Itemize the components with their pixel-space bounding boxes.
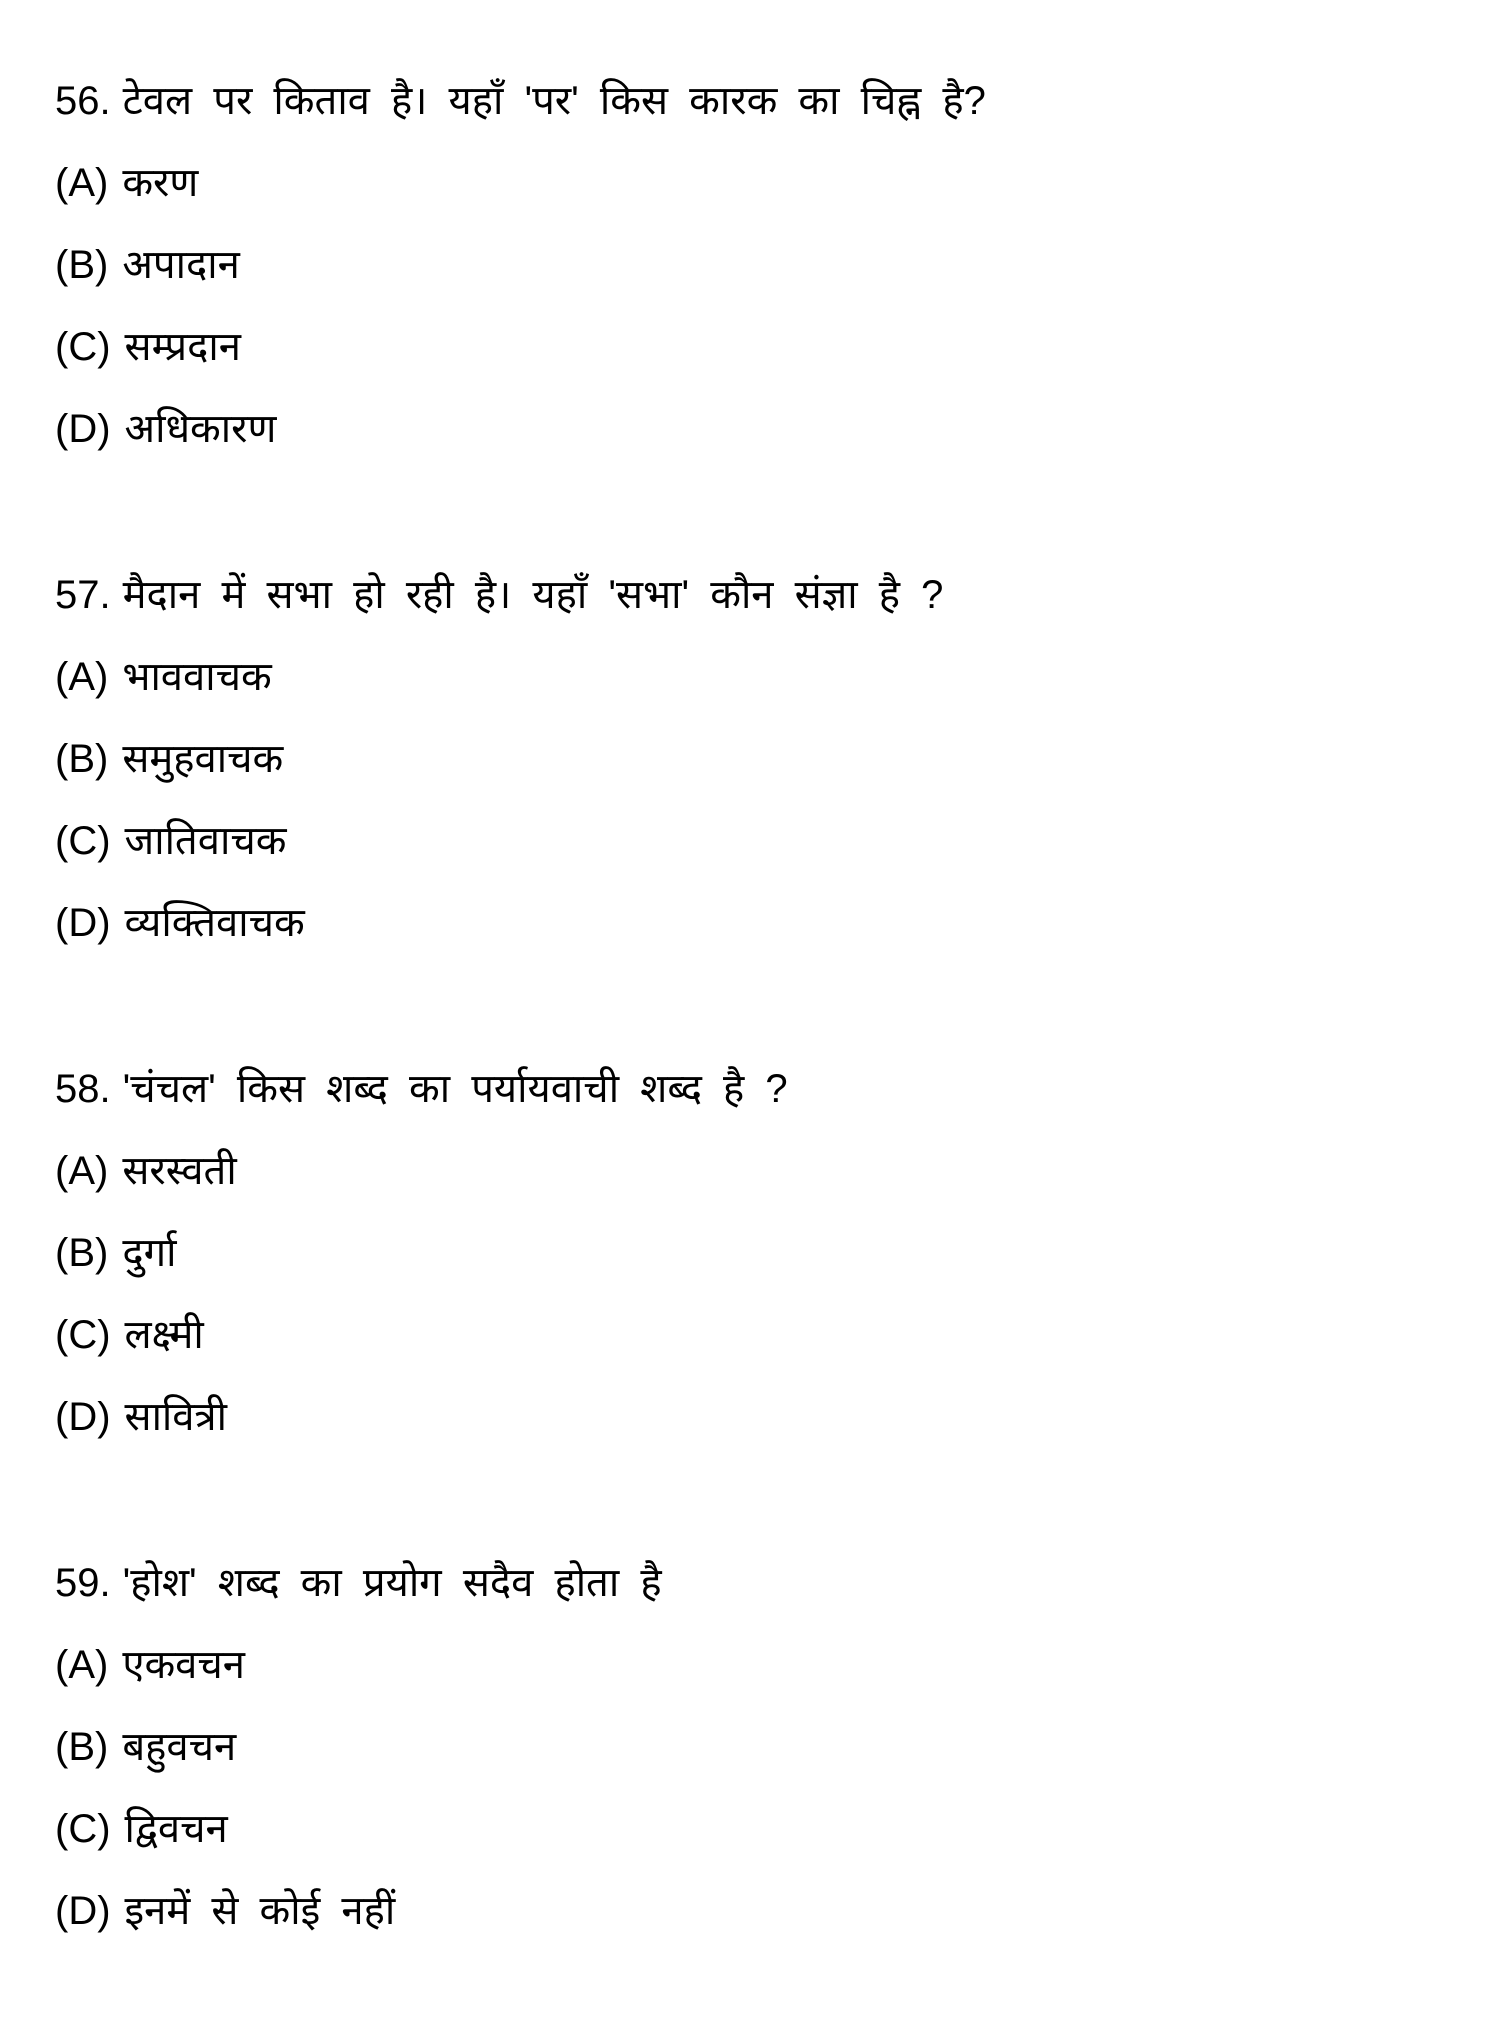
question-57 [55, 554, 1465, 964]
option-text: बहुवचन [122, 1725, 237, 1769]
option-label: (A) [55, 655, 109, 699]
option-a [55, 1130, 1465, 1212]
question-text: 'चंचल' किस शब्द का पर्यायवाची शब्द है ? [122, 1067, 788, 1111]
question-text: मैदान में सभा हो रही है। यहाँ 'सभा' कौन संज्ञा है ? [122, 573, 944, 617]
question-number: 58. [55, 1067, 111, 1111]
option-label: (B) [55, 1725, 109, 1769]
option-label: (D) [55, 407, 111, 451]
option-label: (D) [55, 1395, 111, 1439]
option-label: (C) [55, 1807, 111, 1851]
option-text: अपादान [122, 243, 240, 287]
option-text: सम्प्रदान [124, 325, 241, 369]
question-text-line [55, 60, 1465, 142]
question-text-line [55, 1048, 1465, 1130]
option-c [55, 306, 1465, 388]
question-number: 56. [55, 79, 111, 123]
option-text: दुर्गा [122, 1231, 177, 1275]
option-label: (D) [55, 1889, 111, 1933]
option-d [55, 1376, 1465, 1458]
option-label: (C) [55, 819, 111, 863]
option-a [55, 1624, 1465, 1706]
option-label: (D) [55, 901, 111, 945]
option-text: समुहवाचक [122, 737, 284, 781]
option-text: जातिवाचक [124, 819, 287, 863]
option-d [55, 1870, 1465, 1952]
option-label: (B) [55, 1231, 109, 1275]
question-number: 59. [55, 1561, 111, 1605]
question-text-line [55, 554, 1465, 636]
question-text-line [55, 1542, 1465, 1624]
question-number: 57. [55, 573, 111, 617]
option-a [55, 636, 1465, 718]
option-d [55, 388, 1465, 470]
option-label: (C) [55, 1313, 111, 1357]
option-label: (B) [55, 243, 109, 287]
option-c [55, 1788, 1465, 1870]
option-label: (B) [55, 737, 109, 781]
option-text: द्विवचन [124, 1807, 228, 1851]
option-text: करण [122, 161, 199, 205]
question-58 [55, 1048, 1465, 1458]
option-b [55, 1706, 1465, 1788]
option-b [55, 1212, 1465, 1294]
question-56 [55, 60, 1465, 470]
option-c [55, 1294, 1465, 1376]
option-text: एकवचन [122, 1643, 246, 1687]
option-label: (A) [55, 161, 109, 205]
option-text: सावित्री [124, 1395, 227, 1439]
question-text: 'होश' शब्द का प्रयोग सदैव होता है [122, 1561, 662, 1605]
option-label: (A) [55, 1643, 109, 1687]
option-d [55, 882, 1465, 964]
question-59 [55, 1542, 1465, 1952]
option-c [55, 800, 1465, 882]
option-a [55, 142, 1465, 224]
option-text: लक्ष्मी [124, 1313, 204, 1357]
option-text: सरस्वती [122, 1149, 237, 1193]
option-text: भाववाचक [122, 655, 272, 699]
option-b [55, 718, 1465, 800]
option-label: (C) [55, 325, 111, 369]
option-b [55, 224, 1465, 306]
question-text: टेवल पर किताव है। यहाँ 'पर' किस कारक का चिह्न है? [122, 79, 986, 123]
option-text: अधिकारण [124, 407, 277, 451]
option-text: व्यक्तिवाचक [124, 901, 305, 945]
question-page [55, 60, 1465, 2036]
option-text: इनमें से कोई नहीं [124, 1889, 396, 1933]
option-label: (A) [55, 1149, 109, 1193]
